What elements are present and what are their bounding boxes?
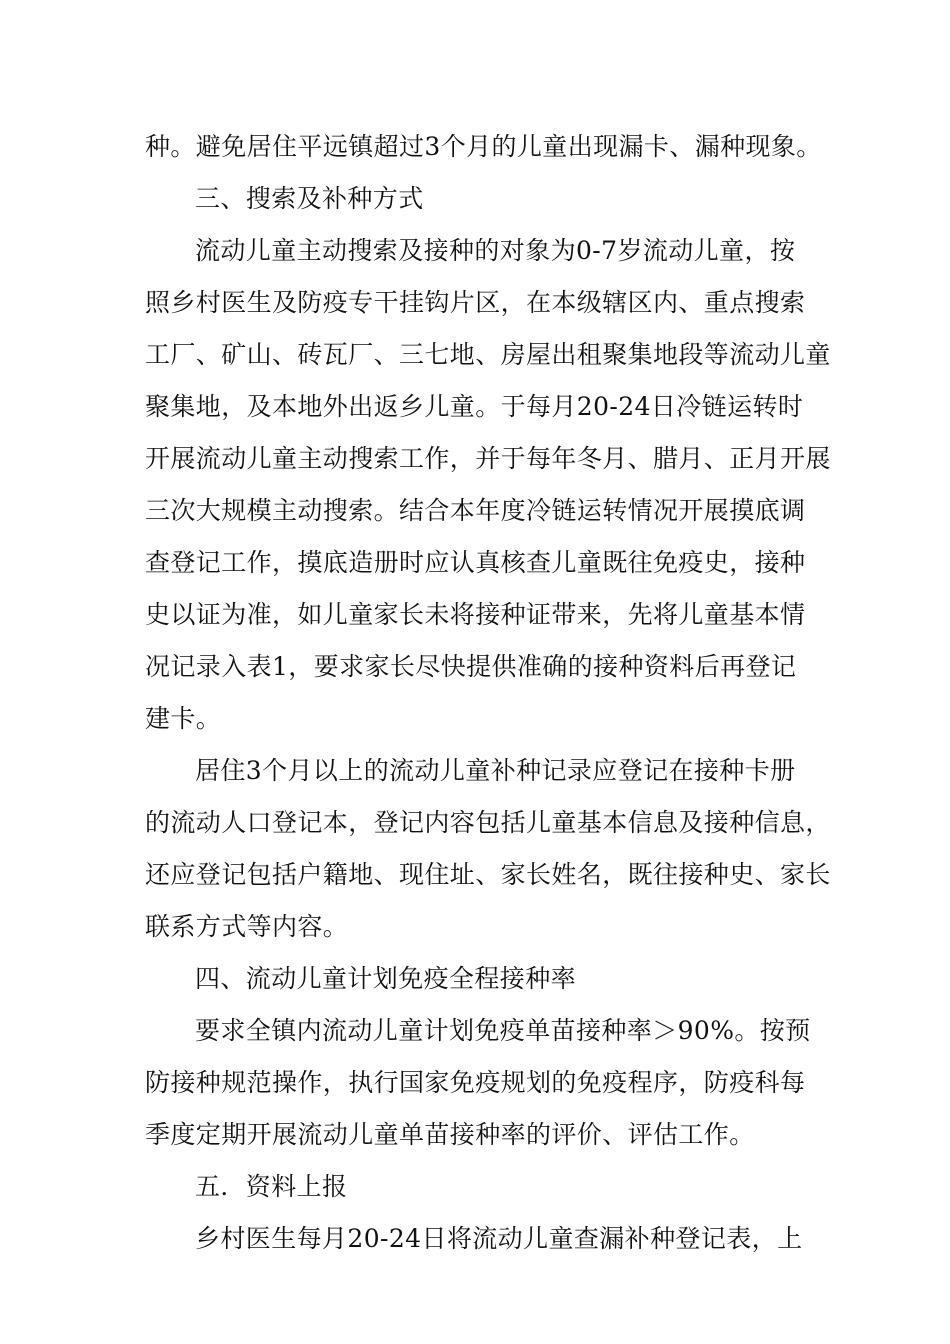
text-line: 乡村医生每月20-24日将流动儿童查漏补种登记表，上	[195, 1224, 803, 1253]
text-line: 史以证为准，如儿童家长未将接种证带来，先将儿童基本情	[145, 600, 806, 629]
section-heading-3: 三、搜索及补种方式	[195, 184, 424, 213]
text-line: 开展流动儿童主动搜索工作，并于每年冬月、腊月、正月开展	[145, 444, 831, 473]
section-heading-5: 五．资料上报	[195, 1172, 348, 1201]
text-line: 查登记工作，摸底造册时应认真核查儿童既往免疫史，接种	[145, 548, 806, 577]
text-line: 工厂、矿山、砖瓦厂、三七地、房屋出租聚集地段等流动儿童	[145, 340, 831, 369]
text-line: 联系方式等内容。	[145, 912, 349, 941]
text-line: 照乡村医生及防疫专干挂钩片区，在本级辖区内、重点搜索	[145, 288, 806, 317]
text-line: 三次大规模主动搜索。结合本年度冷链运转情况开展摸底调	[145, 496, 806, 525]
text-line: 要求全镇内流动儿童计划免疫单苗接种率＞90%。按预	[195, 1016, 811, 1045]
text-line: 种。避免居住平远镇超过3个月的儿童出现漏卡、漏种现象。	[145, 132, 822, 161]
text-line: 建卡。	[145, 704, 222, 733]
text-line: 季度定期开展流动儿童单苗接种率的评价、评估工作。	[145, 1120, 755, 1149]
text-line: 防接种规范操作，执行国家免疫规划的免疫程序，防疫科每	[145, 1068, 806, 1097]
text-line: 聚集地，及本地外出返乡儿童。于每月20-24日冷链运转时	[145, 392, 804, 421]
text-line: 的流动人口登记本，登记内容包括儿童基本信息及接种信息，	[145, 808, 831, 837]
section-heading-4: 四、流动儿童计划免疫全程接种率	[195, 964, 577, 993]
text-line: 况记录入表1，要求家长尽快提供准确的接种资料后再登记	[145, 652, 797, 681]
text-line: 居住3个月以上的流动儿童补种记录应登记在接种卡册	[195, 756, 796, 785]
text-line: 流动儿童主动搜索及接种的对象为0-7岁流动儿童，按	[195, 236, 796, 265]
text-line: 还应登记包括户籍地、现住址、家长姓名，既往接种史、家长	[145, 860, 831, 889]
